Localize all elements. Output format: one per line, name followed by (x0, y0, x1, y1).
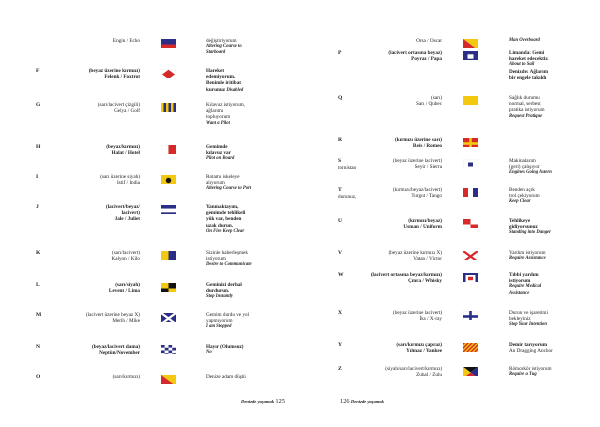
meaning-turkish: Kılavuz istiyorum, (206, 102, 245, 108)
flag-letter: S (338, 158, 342, 164)
flag-names (20, 144, 140, 156)
flag-code-name: (sarı/kırmızı) (112, 374, 140, 380)
meaning-english: Require a Tug (509, 372, 537, 378)
meaning-english: Disabled (226, 87, 244, 93)
flag-code-name: Yılmaz / Yankee (406, 348, 442, 355)
signal-flag-yankee-icon (463, 341, 478, 352)
flag-meaning (509, 95, 599, 120)
meaning-english: Desire to Communicate (206, 262, 252, 268)
flag-meaning (509, 187, 599, 206)
meaning-turkish: Makinalarım (509, 158, 536, 164)
meaning-turkish: Gemim durdu ve yol (206, 312, 250, 318)
flag-color-description: (kırmızı/beyaz) (408, 218, 442, 224)
flag-code-name: Turgut / Tango (411, 193, 442, 200)
signal-flag-mike-icon (161, 311, 176, 322)
meaning-turkish: Yardım istiyorum (509, 250, 546, 256)
flag-code-name: Levent / Lima (108, 288, 140, 295)
flag-color-description: (beyaz üzerine kırmızı) (88, 68, 140, 74)
flag-color-description: (sarı/lacivert çizgili) (97, 102, 140, 108)
signal-flag-sierra-icon (463, 157, 478, 168)
flag-code-name: Merih / Mike (112, 318, 140, 325)
flag-letter: T (338, 187, 342, 193)
signal-flag-zulu-icon (463, 365, 478, 376)
flag-letter: J (36, 204, 39, 210)
meaning-turkish: Hareket (206, 68, 225, 74)
flag-meaning (206, 174, 296, 193)
signal-flag-whisky-icon (463, 271, 478, 282)
signal-flag-romeo-icon (463, 136, 478, 147)
meaning-turkish: istiyorum (206, 256, 226, 263)
flag-color-description: (sarı/lacivert) (112, 250, 140, 256)
flag-meaning (206, 374, 296, 380)
meaning-turkish: (geri) çalışıyor (509, 164, 540, 171)
meaning-english: No (206, 350, 212, 356)
signal-flag-xray-icon (463, 309, 478, 320)
flag-letter: X (338, 310, 343, 316)
meaning-english: Stop Instantly (206, 294, 233, 300)
meaning-english: Require Medical (509, 284, 542, 290)
flag-names (322, 158, 442, 170)
signal-flag-golf-icon (161, 101, 176, 112)
flag-letter: V (338, 250, 343, 256)
flag-color-description: (lacivert ortasına beyaz) (388, 50, 442, 56)
meaning-turkish: Demir tarıyorum (509, 342, 548, 348)
flag-letter: O (36, 374, 41, 380)
flag-letter: Z (338, 366, 342, 372)
flag-meaning (509, 272, 599, 297)
flag-code-name: Reis / Romeo (412, 143, 442, 150)
flag-meaning (206, 102, 296, 127)
signal-flag-uniform-icon (463, 217, 478, 228)
flag-color-description: (beyaz üzerine lacivert) (393, 158, 442, 164)
flag-names (322, 218, 442, 230)
meaning-turkish: Yanmaktayım, (206, 204, 239, 210)
flag-code-name: Jale / Juliet (114, 216, 140, 223)
flag-code-name: Gelya / Golf (114, 108, 140, 115)
flag-code-name: Istif / India (116, 180, 140, 187)
meaning-turkish: yapmıyorum (206, 318, 233, 325)
meaning-turkish: Sizinle haberleşmek (206, 250, 248, 256)
flag-meaning (509, 310, 599, 329)
flag-names (20, 282, 140, 294)
meaning-turkish: Hayır (Olumsuz) (206, 344, 244, 350)
flag-names (322, 310, 442, 322)
flag-code-name: Felenk / Foxtrot (104, 74, 140, 81)
flag-names (322, 250, 442, 262)
meaning-turkish: ağlarımı (206, 108, 224, 115)
meaning-english: About to Sail (509, 62, 535, 68)
flag-code-name: Sarı / Qubec (416, 101, 442, 108)
meaning-turkish: Denizde: Ağlarım (509, 68, 549, 75)
flag-letter: N (36, 344, 41, 350)
flag-color-description: (kırmızı/beyaz/lacivert) (393, 187, 442, 193)
meaning-turkish: edemiyorum. (206, 74, 236, 81)
signal-flag-juliet-icon (161, 203, 176, 214)
flag-letter: F (36, 68, 40, 74)
flag-color-description: (sarı üzerine siyah) (100, 174, 140, 180)
running-title: Denizde yaşamak (241, 399, 275, 404)
meaning-turkish: Durun ve işaretimi (509, 310, 548, 316)
flag-names (322, 50, 442, 62)
meaning-turkish: An Dragging Anchor (509, 348, 553, 355)
signal-flag-quebec-icon (463, 94, 478, 105)
meaning-turkish: topluyorum (206, 114, 231, 121)
meaning-english: Engines Going Astern (509, 170, 552, 176)
meaning-turkish: normal, serbest (509, 101, 541, 108)
flag-names (20, 174, 140, 186)
meaning-turkish: kılavuz var (206, 150, 231, 157)
signal-flag-foxtrot-icon (161, 67, 176, 78)
meaning-turkish: Tıbbi yardım (509, 272, 539, 278)
page-footer (241, 398, 285, 405)
flag-code-name: Çmra / Whisky (408, 278, 442, 285)
meaning-english: Want a Pilot (206, 120, 230, 126)
signal-flag-victor-icon (463, 249, 478, 260)
signal-flag-papa-icon (463, 49, 478, 60)
meaning-turkish: bir engele takıldı (509, 74, 547, 81)
flag-code-name: Poyraz / Papa (411, 56, 442, 63)
meaning-turkish: değiştiriyorum (206, 38, 237, 44)
meaning-turkish: yük var, benden (206, 216, 242, 223)
flag-meaning (509, 366, 599, 378)
flag-meaning (509, 158, 599, 177)
flag-names (322, 187, 442, 199)
meaning-turkish: Tehlikeye (509, 218, 531, 224)
signal-flag-tango-icon (463, 186, 478, 197)
flag-letter: R (338, 137, 343, 143)
meaning-english: Standing into Danger (509, 230, 551, 236)
meaning-english: Starboard (206, 50, 226, 56)
flag-meaning (206, 204, 296, 235)
flag-color-description: (lacivert/beyaz/ (106, 204, 140, 210)
flag-code-name: Kalyon / Kilo (111, 256, 140, 263)
flag-meaning (509, 250, 599, 262)
flag-letter: H (36, 144, 41, 150)
page-footer (340, 398, 384, 405)
meaning-turkish: Rotamı iskeleye (206, 174, 240, 180)
flag-code-name: İks / X-ray (419, 316, 442, 323)
flag-code-name: Halat / Hotel (111, 150, 140, 157)
page-number: 125 (275, 398, 285, 405)
meaning-turkish: gemimde tehlikeli (206, 210, 246, 217)
meaning-english: Keep Clear (509, 199, 531, 205)
meaning-turkish: alıyorum (206, 180, 225, 187)
meaning-turkish: kurunuz (206, 86, 226, 93)
flag-names (322, 272, 442, 284)
flag-letter: I (36, 174, 39, 180)
running-title: Denizde yaşamak (350, 399, 384, 404)
flag-color-description: (beyaz/lacivert dama) (92, 344, 140, 350)
flag-names (322, 342, 442, 354)
flag-color-description: (lacivert üzerine beyaz X) (85, 312, 140, 318)
meaning-english: Stop Your Intention (509, 322, 547, 328)
flag-code-name: Zuhal / Zulu (416, 372, 442, 379)
flag-meaning (509, 218, 599, 237)
signal-flag-india-icon (161, 173, 176, 184)
flag-letter: K (36, 250, 41, 256)
meaning-english: Request Pratique (509, 113, 543, 119)
right-page (300, 0, 600, 427)
signal-flag-november-icon (161, 343, 176, 354)
flag-meaning (206, 144, 296, 163)
flag-letter: W (338, 272, 344, 278)
flag-meaning (509, 38, 599, 44)
meaning-english: Altering Course to (206, 44, 242, 50)
page-number: 126 (340, 398, 350, 405)
meaning-turkish: durdurun. (206, 288, 230, 295)
flag-color-description: (sarı) (431, 95, 442, 101)
flag-letter: Y (338, 342, 343, 348)
meaning-turkish: hareket edecektir. (509, 56, 549, 63)
flag-letter: Q (338, 95, 343, 101)
flag-names (20, 102, 140, 114)
flag-letter: G (36, 102, 41, 108)
flag-meaning (509, 342, 599, 354)
signal-flag-hotel-icon (161, 143, 176, 154)
flag-names (322, 366, 442, 378)
flag-meaning (206, 250, 296, 269)
meaning-turkish: gidiyorsunuz (509, 224, 538, 231)
flag-names (20, 38, 140, 44)
flag-letter: M (36, 312, 42, 318)
meaning-turkish: uzak durun. (206, 222, 234, 229)
flag-color-description: (beyaz üzerine kırmızı X) (388, 250, 442, 256)
flag-meaning (206, 344, 296, 356)
meaning-english: On Fire Keep Clear (206, 228, 245, 234)
meaning-english: Pilot on Board (206, 156, 235, 162)
flag-color-description-cont: lacivert) (121, 210, 140, 217)
flag-color-description: (siyah/sarı/lacivert/kırmızı) (385, 366, 442, 372)
flag-names (20, 204, 140, 223)
meaning-turkish: trol çekiyorum (509, 193, 540, 200)
flag-code-name: Engin / Echo (112, 38, 140, 44)
flag-meaning (206, 312, 296, 331)
meaning-turkish: Denize adam düştü (206, 374, 246, 380)
meaning-turkish: Geminizi derhal (206, 282, 242, 288)
signal-flag-echo-icon (161, 37, 176, 48)
meaning-turkish: pratika istiyorum (509, 107, 545, 114)
flag-names (322, 38, 442, 44)
meaning-turkish: Gemimde (206, 144, 228, 150)
meaning-english: I am Stopped (206, 324, 232, 330)
meaning-english: Man Overboard (509, 38, 540, 43)
signal-flag-oscar-icon (161, 373, 176, 384)
meaning-turkish: istiyorum (509, 278, 531, 285)
flag-color-description: (beyaz üzerine lacivert) (393, 310, 442, 316)
flag-color-description: (beyaz/kırmızı) (106, 144, 140, 150)
flag-names (322, 137, 442, 149)
letter-note: tornistan (338, 165, 357, 171)
flag-letter: P (338, 50, 342, 56)
flag-color-description: (sarı/siyah) (115, 282, 140, 288)
meaning-english: Require Assistance (509, 256, 546, 262)
flag-names (20, 250, 140, 262)
flag-names (20, 312, 140, 324)
meaning-turkish: Limanda: Gemi (509, 50, 545, 56)
meaning-turkish: Benimle iritibat (206, 80, 242, 87)
flag-names (20, 344, 140, 356)
flag-meaning (509, 50, 599, 81)
flag-letter: U (338, 218, 343, 224)
flag-color-description: (sarı/kırmızı çapraz) (396, 342, 442, 348)
flag-names (322, 95, 442, 107)
flag-code-name: Seyir / Sierra (414, 164, 442, 171)
flag-color-description: (kırmızı üzerine sarı) (395, 137, 442, 143)
flag-code-name: Usman / Uniform (403, 224, 442, 231)
flag-code-name: Vatan / Victor (413, 256, 442, 263)
flag-names (20, 374, 140, 380)
flag-color-description: (lacivert ortasına beyaz/kırmızı) (370, 272, 442, 278)
meaning-english: Altering Course to Port (206, 186, 252, 192)
flag-meaning (206, 38, 296, 57)
flag-meaning (206, 282, 296, 301)
flag-meaning (206, 68, 296, 94)
flag-code-name: Orsa / Oscar (416, 38, 442, 44)
meaning-turkish: Römorkör istiyorum (509, 366, 552, 372)
meaning-turkish: Sağlık durumu (509, 95, 540, 101)
meaning-turkish: Benden açık (509, 187, 535, 193)
signal-flag-lima-icon (161, 281, 176, 292)
signal-flag-oscar-icon (463, 37, 478, 48)
meaning-turkish: bekleyiniz (509, 316, 531, 323)
meaning-english: Assistance (509, 290, 530, 296)
flag-letter: L (36, 282, 40, 288)
flag-names (20, 68, 140, 80)
flag-code-name: Neptün/November (99, 350, 140, 357)
signal-flag-kilo-icon (161, 249, 176, 260)
letter-note: durunuz, (338, 194, 357, 200)
